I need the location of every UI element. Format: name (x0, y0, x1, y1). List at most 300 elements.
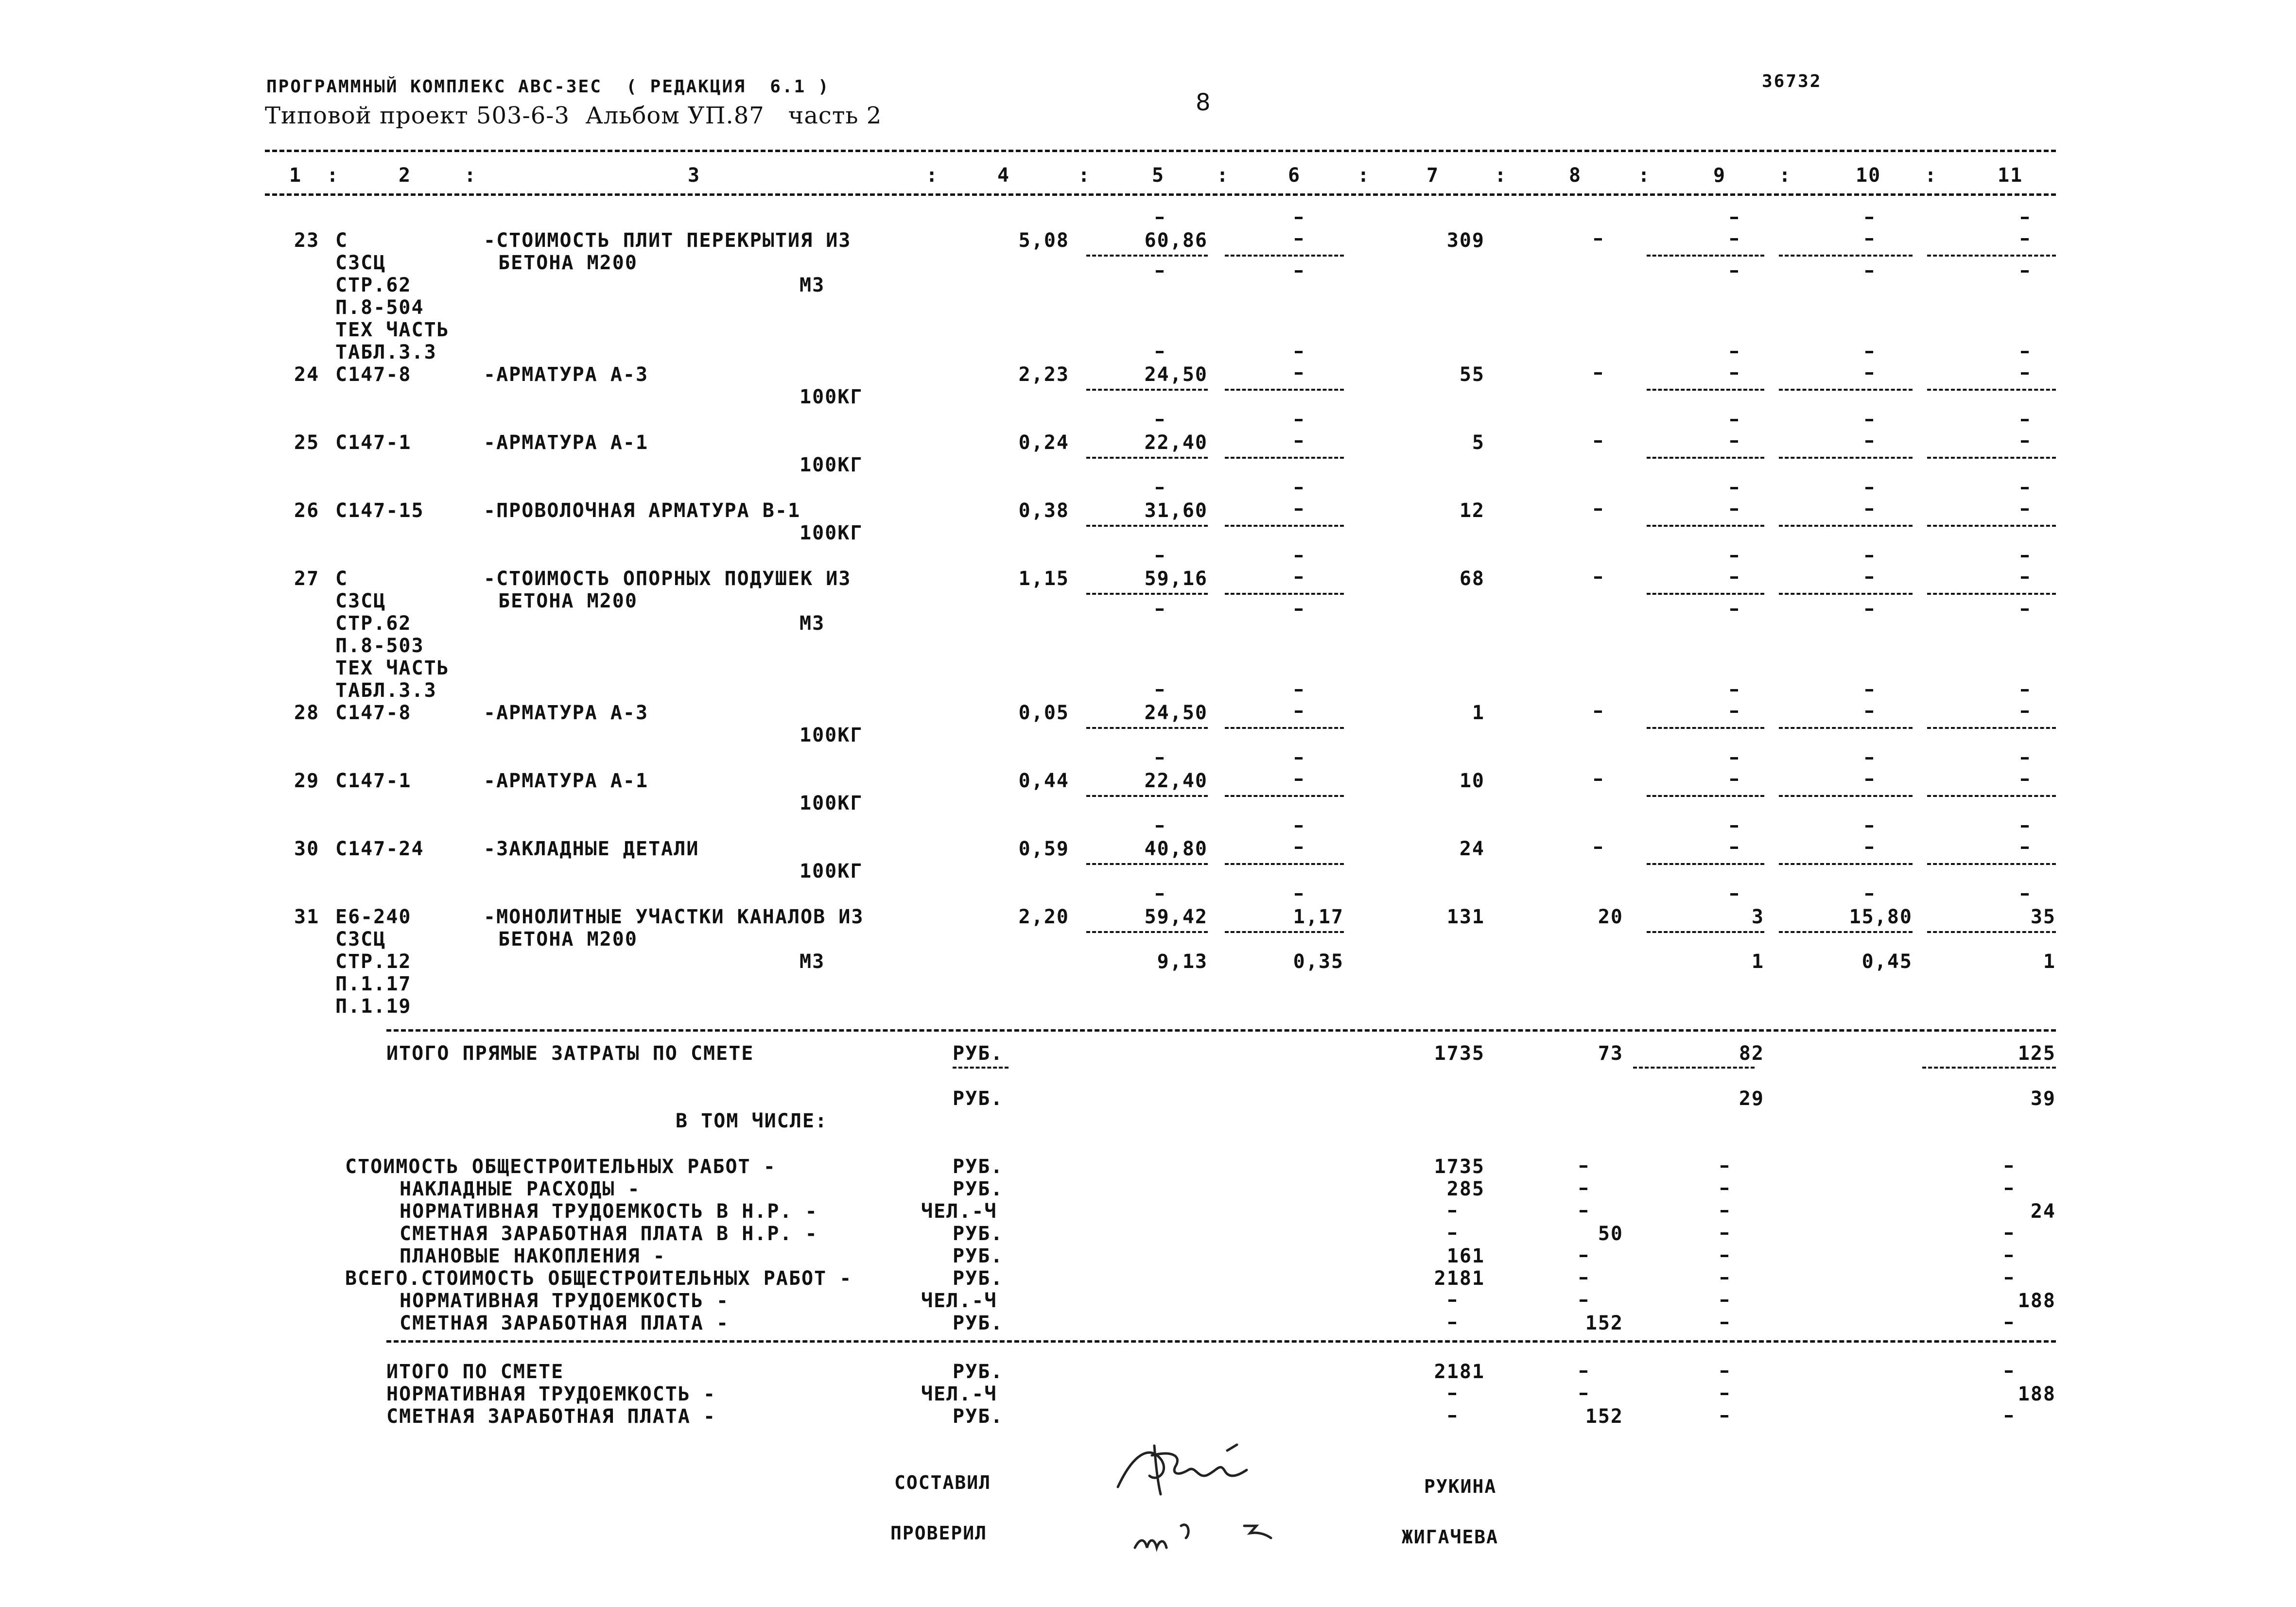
cell-divider (1225, 795, 1344, 797)
checked-label: ПРОВЕРИЛ (890, 1522, 988, 1544)
nil-dash (1295, 689, 1303, 691)
nil-dash (1295, 351, 1303, 353)
page-number: 8 (1196, 89, 1212, 116)
summary-unit: РУБ. (953, 1223, 1004, 1245)
summary-label: ПЛАНОВЫЕ НАКОПЛЕНИЯ - (400, 1245, 666, 1267)
nil-dash (1156, 689, 1164, 691)
signature-composer-icon (1103, 1436, 1288, 1509)
nil-dash (2021, 487, 2029, 489)
cell-c4: 0,38 (1018, 500, 1069, 522)
nil-dash (1865, 555, 1873, 557)
nil-dash (1865, 238, 1873, 241)
cell-c7: 5 (1472, 432, 1485, 454)
summary-unit: РУБ. (953, 1178, 1004, 1200)
column-separator: : (1078, 164, 1091, 187)
cell-c4: 0,24 (1018, 432, 1069, 454)
final-unit: РУБ. (953, 1405, 1004, 1428)
nil-dash (1156, 487, 1164, 489)
cell-divider (1779, 727, 1913, 729)
signature-checker-icon (1128, 1511, 1288, 1555)
row-number: 31 (294, 906, 320, 928)
nil-dash (1295, 555, 1303, 557)
row-code: С147-15 (335, 500, 424, 522)
summary-label: СМЕТНАЯ ЗАРАБОТНАЯ ПЛАТА В Н.Р. - (400, 1223, 818, 1245)
nil-dash (1295, 487, 1303, 489)
column-separator: : (1357, 164, 1371, 187)
cell-c5: 22,40 (1144, 432, 1208, 454)
row-number: 27 (294, 568, 320, 590)
cell-divider (1779, 525, 1913, 527)
nil-dash (2005, 1255, 2013, 1257)
summary-c11: 24 (2030, 1200, 2056, 1223)
nil-dash (2005, 1277, 2013, 1279)
header-bottom-rule (265, 193, 2056, 196)
nil-dash (1580, 1188, 1587, 1190)
nil-dash (1156, 757, 1164, 760)
cell-divider (1922, 1067, 2056, 1069)
unit-divider (953, 1067, 1009, 1069)
nil-dash (2021, 576, 2029, 579)
row-code: ТАБЛ.3.3 (335, 679, 437, 702)
nil-dash (1295, 608, 1303, 611)
cell-divider (1086, 525, 1208, 527)
nil-dash (1580, 1370, 1587, 1373)
column-header-7: 7 (1426, 164, 1440, 187)
cell-divider (1225, 457, 1344, 459)
nil-dash (2021, 825, 2029, 828)
cell-c4: 2,23 (1018, 363, 1069, 386)
column-separator: : (1638, 164, 1651, 187)
final-c8: 152 (1585, 1405, 1623, 1428)
summary-c7: 1735 (1434, 1156, 1485, 1178)
row-unit: 100КГ (800, 724, 863, 746)
row-name: БЕТОНА М200 (498, 928, 638, 950)
nil-dash (1865, 847, 1873, 849)
cell-c4: 0,05 (1018, 702, 1069, 724)
summary-label: СТОИМОСТЬ ОБЩЕСТРОИТЕЛЬНЫХ РАБОТ - (345, 1156, 776, 1178)
column-header-6: 6 (1288, 164, 1301, 187)
cell-c5: 31,60 (1144, 500, 1208, 522)
row-code: С147-1 (335, 770, 412, 792)
row-code: СТР.12 (335, 950, 412, 973)
nil-dash (1730, 825, 1738, 828)
nil-dash (1865, 487, 1873, 489)
direct-costs-c9: 82 (1739, 1042, 1764, 1065)
nil-dash (1730, 419, 1738, 421)
nil-dash (2021, 555, 2029, 557)
nil-dash (1865, 270, 1873, 273)
nil-dash (1448, 1232, 1456, 1235)
direct-costs-c9-b: 29 (1739, 1088, 1764, 1110)
cell-c5: 59,16 (1144, 568, 1208, 590)
cell-divider (1779, 255, 1913, 257)
row-code: СТР.62 (335, 612, 412, 635)
nil-dash (1730, 217, 1738, 219)
cell-c7: 68 (1459, 568, 1485, 590)
nil-dash (1295, 825, 1303, 828)
nil-dash (1448, 1210, 1456, 1212)
cell-c6: 1,17 (1293, 906, 1344, 928)
nil-dash (1156, 351, 1164, 353)
cell-divider (1779, 457, 1913, 459)
cell-divider (1225, 593, 1344, 595)
including-label: В ТОМ ЧИСЛЕ: (676, 1110, 828, 1132)
nil-dash (1721, 1188, 1728, 1190)
cell-c7: 131 (1446, 906, 1485, 928)
summary-c8: 50 (1598, 1223, 1623, 1245)
row-code: П.8-503 (335, 635, 424, 657)
nil-dash (1295, 372, 1303, 375)
row-code: ТАБЛ.3.3 (335, 341, 437, 363)
cell-divider (1647, 931, 1764, 933)
cell-c7: 55 (1459, 363, 1485, 386)
nil-dash (2005, 1370, 2013, 1373)
row-name: -ПРОВОЛОЧНАЯ АРМАТУРА В-1 (484, 500, 801, 522)
nil-dash (2021, 270, 2029, 273)
nil-dash (1295, 778, 1303, 781)
nil-dash (2005, 1322, 2013, 1324)
final-label: СМЕТНАЯ ЗАРАБОТНАЯ ПЛАТА - (386, 1405, 716, 1428)
cell-c7: 12 (1459, 500, 1485, 522)
nil-dash (1730, 710, 1738, 713)
nil-dash (1730, 689, 1738, 691)
nil-dash (1721, 1277, 1728, 1279)
nil-dash (1594, 710, 1602, 713)
cell-divider (1927, 255, 2056, 257)
nil-dash (1295, 847, 1303, 849)
cell-divider (1927, 525, 2056, 527)
row-name: БЕТОНА М200 (498, 590, 638, 612)
row-number: 25 (294, 432, 320, 454)
nil-dash (1865, 372, 1873, 375)
nil-dash (1721, 1255, 1728, 1257)
cell-divider (1086, 255, 1208, 257)
nil-dash (1156, 270, 1164, 273)
column-separator: : (1495, 164, 1508, 187)
nil-dash (2005, 1415, 2013, 1417)
nil-dash (1730, 576, 1738, 579)
nil-dash (1594, 847, 1602, 849)
nil-dash (1721, 1299, 1728, 1302)
direct-costs-unit-2: РУБ. (953, 1088, 1004, 1110)
project-title: Типовой проект 503-6-3 Альбом УП.87 часть 2 (265, 102, 882, 129)
row-name: -АРМАТУРА А-3 (484, 702, 649, 724)
nil-dash (1721, 1165, 1728, 1168)
nil-dash (1721, 1232, 1728, 1235)
nil-dash (1730, 555, 1738, 557)
nil-dash (1730, 608, 1738, 611)
column-header-3: 3 (688, 164, 701, 187)
cell-divider (1647, 863, 1764, 865)
cell-divider (1647, 525, 1764, 527)
nil-dash (1295, 217, 1303, 219)
row-code: ТЕХ ЧАСТЬ (335, 657, 450, 679)
summary-c7: 2181 (1434, 1267, 1485, 1290)
final-label: ИТОГО ПО СМЕТЕ (386, 1361, 564, 1383)
direct-costs-label: ИТОГО ПРЯМЫЕ ЗАТРАТЫ ПО СМЕТЕ (386, 1042, 754, 1065)
row-name: БЕТОНА М200 (498, 252, 638, 274)
nil-dash (2021, 893, 2029, 896)
column-separator: : (926, 164, 939, 187)
final-totals-rule (386, 1340, 2056, 1343)
cell-divider (1086, 931, 1208, 933)
cell-divider (1225, 255, 1344, 257)
cell-c11: 35 (2030, 906, 2056, 928)
nil-dash (1730, 440, 1738, 443)
nil-dash (2021, 217, 2029, 219)
cell-c7: 24 (1459, 838, 1485, 860)
nil-dash (1295, 757, 1303, 760)
cell-c4: 1,15 (1018, 568, 1069, 590)
direct-costs-unit: РУБ. (953, 1042, 1004, 1065)
cell-divider (1225, 727, 1344, 729)
nil-dash (1865, 778, 1873, 781)
cell-divider (1927, 931, 2056, 933)
nil-dash (2005, 1188, 2013, 1190)
cell-divider (1647, 457, 1764, 459)
row-code: СТР.62 (335, 274, 412, 296)
nil-dash (2021, 238, 2029, 241)
row-name: -МОНОЛИТНЫЕ УЧАСТКИ КАНАЛОВ ИЗ (484, 906, 864, 928)
row-code: С147-1 (335, 432, 412, 454)
row-code: СЗСЦ (335, 252, 386, 274)
nil-dash (1156, 825, 1164, 828)
cell-divider (1927, 457, 2056, 459)
summary-c7: 285 (1446, 1178, 1485, 1200)
nil-dash (1865, 217, 1873, 219)
cell-c5: 24,50 (1144, 363, 1208, 386)
cell-divider (1647, 255, 1764, 257)
row-code: С (335, 229, 348, 252)
column-separator: : (464, 164, 477, 187)
nil-dash (1721, 1210, 1728, 1212)
summary-c8: 152 (1585, 1312, 1623, 1334)
nil-dash (2021, 778, 2029, 781)
row-unit: М3 (800, 274, 825, 296)
row-code: П.8-504 (335, 296, 424, 319)
cell-divider (1086, 457, 1208, 459)
nil-dash (2005, 1232, 2013, 1235)
summary-unit: РУБ. (953, 1267, 1004, 1290)
column-header-5: 5 (1152, 164, 1165, 187)
cell-c7: 309 (1446, 229, 1485, 252)
nil-dash (1730, 270, 1738, 273)
cell-divider (1086, 795, 1208, 797)
column-separator: : (327, 164, 340, 187)
nil-dash (1865, 508, 1873, 511)
column-header-1: 1 (289, 164, 302, 187)
nil-dash (1865, 440, 1873, 443)
direct-costs-c11-b: 39 (2030, 1088, 2056, 1110)
nil-dash (1580, 1165, 1587, 1168)
row-code: ТЕХ ЧАСТЬ (335, 319, 450, 341)
nil-dash (2005, 1165, 2013, 1168)
nil-dash (1448, 1322, 1456, 1324)
cell-c9: 3 (1751, 906, 1764, 928)
row-code: СЗСЦ (335, 590, 386, 612)
nil-dash (2021, 508, 2029, 511)
cell-divider (1779, 795, 1913, 797)
row-number: 24 (294, 363, 320, 386)
cell-divider (1927, 727, 2056, 729)
nil-dash (1865, 351, 1873, 353)
cell-divider (1086, 727, 1208, 729)
composed-name: РУКИНА (1424, 1476, 1497, 1497)
cell-c9: 1 (1751, 950, 1764, 973)
program-header: ПРОГРАММНЫЙ КОМПЛЕКС АВС-3ЕС ( РЕДАКЦИЯ 6.1 ) (266, 77, 830, 97)
nil-dash (1580, 1393, 1587, 1395)
row-unit: 100КГ (800, 386, 863, 408)
column-header-8: 8 (1569, 164, 1582, 187)
summary-unit: ЧЕЛ.-Ч (921, 1200, 997, 1223)
cell-divider (1647, 389, 1764, 391)
cell-divider (1927, 389, 2056, 391)
cell-c4: 0,59 (1018, 838, 1069, 860)
summary-c11: 188 (2018, 1290, 2056, 1312)
cell-c11: 1 (2043, 950, 2056, 973)
nil-dash (1448, 1415, 1456, 1417)
nil-dash (1580, 1210, 1587, 1212)
row-number: 26 (294, 500, 320, 522)
row-code: П.1.17 (335, 973, 412, 995)
final-c11: 188 (2018, 1383, 2056, 1405)
cell-divider (1779, 389, 1913, 391)
cell-divider (1225, 863, 1344, 865)
nil-dash (1580, 1277, 1587, 1279)
nil-dash (1295, 576, 1303, 579)
cell-c8: 20 (1598, 906, 1623, 928)
nil-dash (1730, 487, 1738, 489)
row-code: С147-8 (335, 702, 412, 724)
nil-dash (1448, 1393, 1456, 1395)
cell-c4: 5,08 (1018, 229, 1069, 252)
nil-dash (1730, 778, 1738, 781)
cell-divider (1225, 389, 1344, 391)
direct-costs-c11: 125 (2018, 1042, 2056, 1065)
nil-dash (1730, 508, 1738, 511)
summary-unit: РУБ. (953, 1245, 1004, 1267)
nil-dash (1594, 576, 1602, 579)
nil-dash (1156, 419, 1164, 421)
nil-dash (1865, 419, 1873, 421)
nil-dash (1295, 440, 1303, 443)
cell-divider (1927, 863, 2056, 865)
nil-dash (1594, 238, 1602, 241)
summary-label: ВСЕГО.СТОИМОСТЬ ОБЩЕСТРОИТЕЛЬНЫХ РАБОТ - (345, 1267, 852, 1290)
column-header-10: 10 (1856, 164, 1881, 187)
cell-c7: 10 (1459, 770, 1485, 792)
nil-dash (1448, 1299, 1456, 1302)
final-unit: ЧЕЛ.-Ч (921, 1383, 997, 1405)
row-name: -АРМАТУРА А-1 (484, 432, 649, 454)
final-unit: РУБ. (953, 1361, 1004, 1383)
cell-divider (1225, 525, 1344, 527)
nil-dash (1594, 372, 1602, 375)
cell-divider (1779, 863, 1913, 865)
cell-divider (1927, 795, 2056, 797)
row-code: С (335, 568, 348, 590)
row-name: -СТОИМОСТЬ ПЛИТ ПЕРЕКРЫТИЯ ИЗ (484, 229, 852, 252)
row-number: 30 (294, 838, 320, 860)
nil-dash (1730, 757, 1738, 760)
cell-divider (1647, 593, 1764, 595)
nil-dash (1730, 351, 1738, 353)
row-number: 28 (294, 702, 320, 724)
nil-dash (1594, 508, 1602, 511)
direct-costs-c8: 73 (1598, 1042, 1623, 1065)
cell-divider (1086, 863, 1208, 865)
nil-dash (2021, 351, 2029, 353)
row-unit: 100КГ (800, 454, 863, 476)
cell-divider (1086, 593, 1208, 595)
nil-dash (1594, 440, 1602, 443)
summary-unit: РУБ. (953, 1156, 1004, 1178)
cell-c6: 0,35 (1293, 950, 1344, 973)
column-separator: : (1779, 164, 1792, 187)
nil-dash (2021, 419, 2029, 421)
nil-dash (1730, 372, 1738, 375)
document-number: 36732 (1762, 71, 1822, 91)
nil-dash (2021, 710, 2029, 713)
totals-top-rule (386, 1029, 2056, 1032)
column-header-9: 9 (1713, 164, 1726, 187)
nil-dash (1580, 1299, 1587, 1302)
nil-dash (1156, 555, 1164, 557)
row-number: 23 (294, 229, 320, 252)
cell-divider (1086, 389, 1208, 391)
cell-c5: 40,80 (1144, 838, 1208, 860)
nil-dash (1721, 1370, 1728, 1373)
summary-label: НОРМАТИВНАЯ ТРУДОЕМКОСТЬ В Н.Р. - (400, 1200, 818, 1223)
composed-label: СОСТАВИЛ (894, 1472, 991, 1493)
nil-dash (1156, 217, 1164, 219)
final-label: НОРМАТИВНАЯ ТРУДОЕМКОСТЬ - (386, 1383, 716, 1405)
column-header-4: 4 (997, 164, 1010, 187)
nil-dash (1865, 576, 1873, 579)
nil-dash (2021, 689, 2029, 691)
checked-name: ЖИГАЧЕВА (1402, 1526, 1499, 1548)
cell-divider (1927, 593, 2056, 595)
nil-dash (1721, 1322, 1728, 1324)
summary-label: НОРМАТИВНАЯ ТРУДОЕМКОСТЬ - (400, 1290, 730, 1312)
nil-dash (1580, 1255, 1587, 1257)
header-top-rule (265, 150, 2056, 152)
nil-dash (1865, 825, 1873, 828)
cell-c5: 22,40 (1144, 770, 1208, 792)
nil-dash (1865, 608, 1873, 611)
cell-c4: 0,44 (1018, 770, 1069, 792)
nil-dash (1730, 893, 1738, 896)
nil-dash (1865, 689, 1873, 691)
nil-dash (2021, 440, 2029, 443)
nil-dash (1865, 757, 1873, 760)
summary-label: СМЕТНАЯ ЗАРАБОТНАЯ ПЛАТА - (400, 1312, 730, 1334)
cell-c5: 9,13 (1157, 950, 1208, 973)
cell-c10: 0,45 (1861, 950, 1913, 973)
row-name: -СТОИМОСТЬ ОПОРНЫХ ПОДУШЕК ИЗ (484, 568, 852, 590)
row-code: С147-8 (335, 363, 412, 386)
nil-dash (1156, 893, 1164, 896)
column-header-11: 11 (1998, 164, 2023, 187)
row-name: -АРМАТУРА А-1 (484, 770, 649, 792)
row-code: Е6-240 (335, 906, 412, 928)
row-unit: 100КГ (800, 792, 863, 814)
nil-dash (1295, 710, 1303, 713)
cell-c5: 24,50 (1144, 702, 1208, 724)
cell-c5: 59,42 (1144, 906, 1208, 928)
nil-dash (1721, 1393, 1728, 1395)
nil-dash (1295, 270, 1303, 273)
